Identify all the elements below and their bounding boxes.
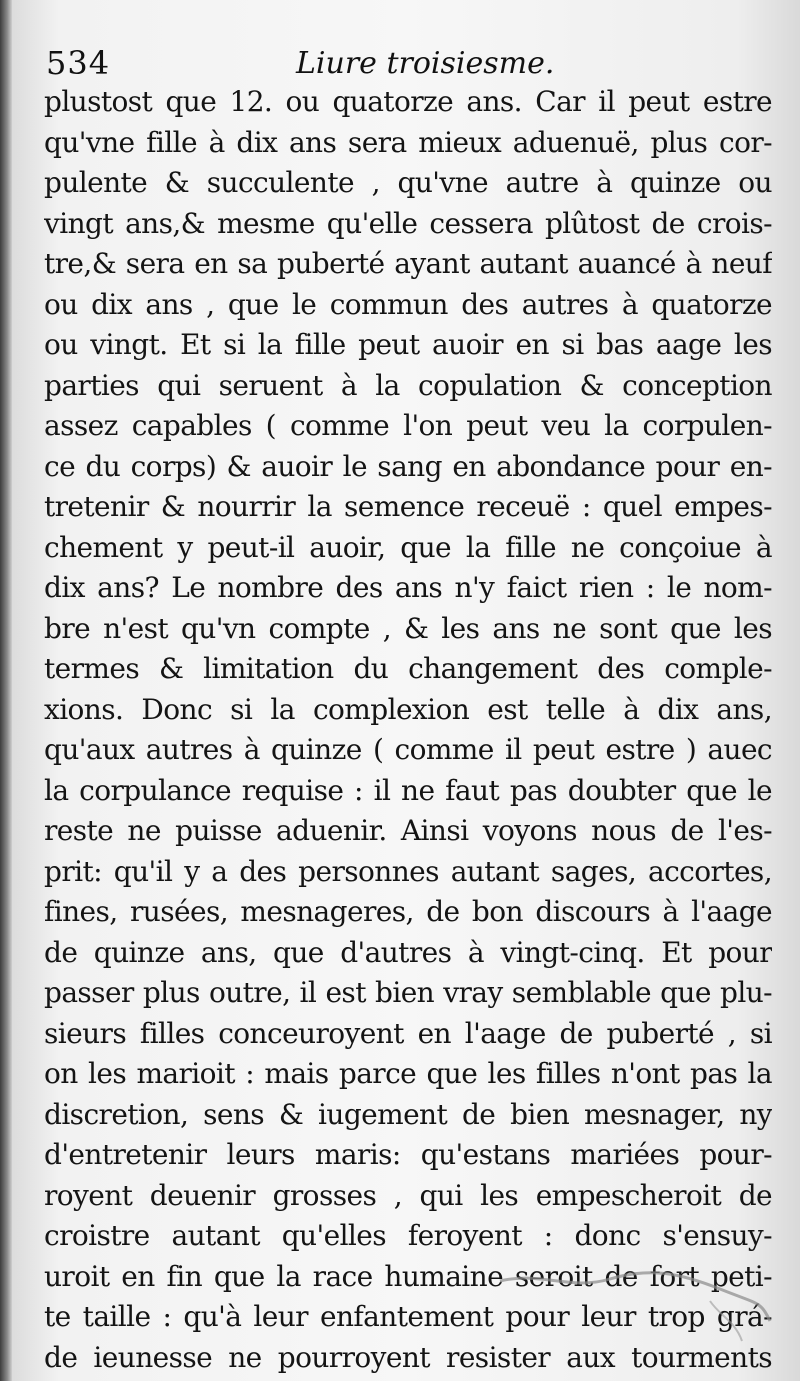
text-line: de ieunesse ne pourroyent resister aux tourments (44, 1340, 772, 1374)
text-line: on les marioit : mais parce que les filles n'ont pas la (44, 1057, 772, 1090)
text-line: te taille : qu'à leur enfantement pour leur trop grá- (44, 1300, 772, 1333)
body-text (44, 82, 772, 1378)
text-line: reste ne puisse aduenir. Ainsi voyons nous de l'es- (44, 814, 772, 847)
text-line: royent deuenir grosses , qui les empescheroit de (44, 1178, 772, 1212)
text-line: croistre autant qu'elles feroyent : donc s'ensuy- (44, 1219, 772, 1252)
text-line: ou vingt. Et si la fille peut auoir en si bas aage les (44, 328, 772, 361)
text-line: qu'aux autres à quinze ( comme il peut estre ) auec (44, 733, 772, 766)
text-line: pulente & succulente , qu'vne autre à quinze ou (44, 166, 772, 199)
text-line: plustost que 12. ou quatorze ans. Car il peut estre (44, 85, 772, 118)
text-line: de quinze ans, que d'autres à vingt-cinq. Et pour (44, 935, 772, 969)
page-number: 534 (46, 44, 111, 82)
text-line: prit: qu'il y a des personnes autant sages, accortes, (44, 854, 772, 888)
text-line: dix ans? Le nombre des ans n'y faict rien : le nom- (44, 571, 772, 604)
text-line: la corpulance requise : il ne faut pas doubter que le (44, 773, 772, 807)
text-line: discretion, sens & iugement de bien mesnager, ny (44, 1097, 772, 1131)
running-title: Liure troisiesme. (296, 46, 555, 81)
text-line: chement y peut-il auoir, que la fille ne conçoiue à (44, 530, 772, 564)
text-line: tre,& sera en sa puberté ayant autant auancé à neuf (44, 247, 772, 280)
text-line: fines, rusées, mesnageres, de bon discours à l'aage (44, 895, 772, 928)
text-line: ce du corps) & auoir le sang en abondance pour en- (44, 449, 772, 483)
text-line: sieurs filles conceuroyent en l'aage de puberté , si (44, 1016, 772, 1050)
text-line: bre n'est qu'vn compte , & les ans ne sont que les (44, 611, 772, 645)
text-line: xions. Donc si la complexion est telle à dix ans, (44, 692, 772, 726)
text-line: ou dix ans , que le commun des autres à quatorze (44, 287, 772, 321)
text-line: termes & limitation du changement des comple- (44, 652, 772, 685)
book-gutter-edge (0, 0, 12, 1381)
text-line: uroit en fin que la race humaine seroit de fort peti- (44, 1259, 772, 1293)
text-line: vingt ans,& mesme qu'elle cessera plûtost de crois- (44, 206, 772, 240)
paper-damage-mark (480, 1261, 780, 1351)
text-line: tretenir & nourrir la semence receuë : quel empes- (44, 490, 772, 523)
text-line: parties qui seruent à la copulation & conception (44, 368, 772, 402)
text-line: passer plus outre, il est bien vray semblable que plu- (44, 976, 772, 1009)
text-line: d'entretenir leurs maris: qu'estans mariées pour- (44, 1138, 772, 1171)
text-line: qu'vne fille à dix ans sera mieux aduenuë, plus cor- (44, 125, 772, 159)
book-page (12, 0, 800, 1381)
text-line: assez capables ( comme l'on peut veu la corpulen- (44, 409, 772, 442)
